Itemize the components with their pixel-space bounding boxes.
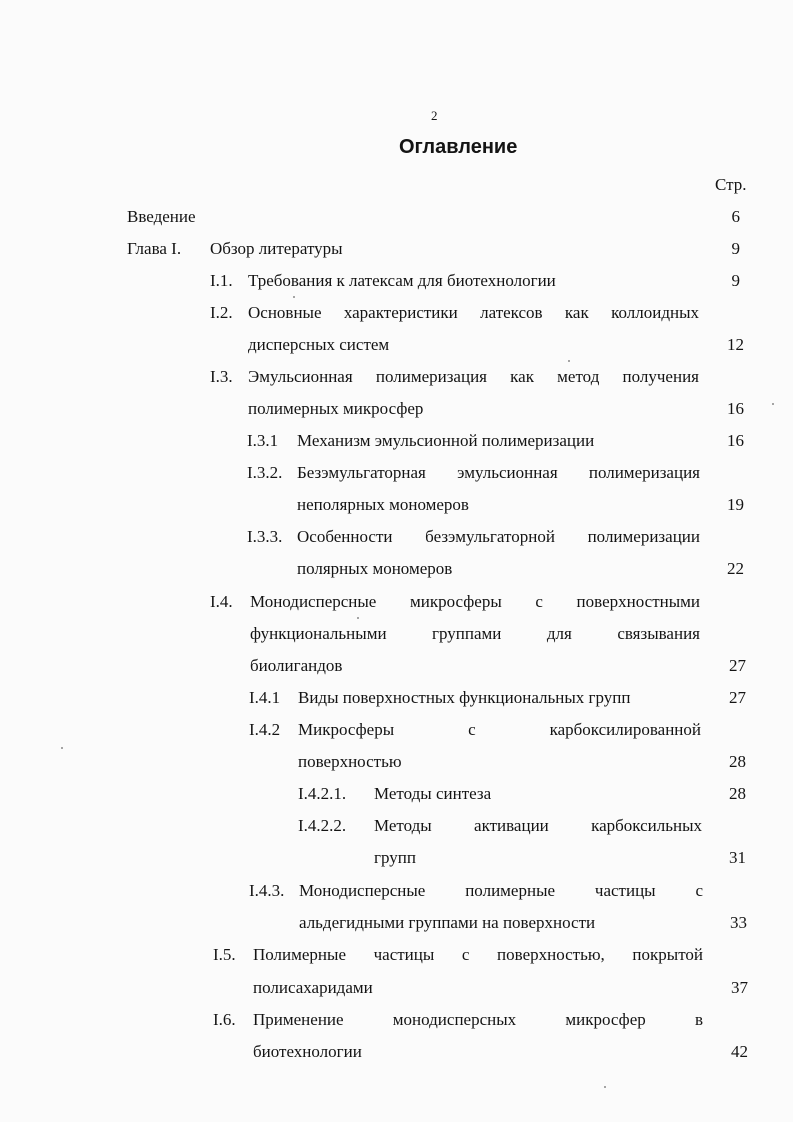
toc-page-number: 6 [731, 207, 740, 226]
toc-entry-number: I.4.2 [249, 720, 281, 739]
toc-entry-text-continued: биолигандов [250, 656, 343, 675]
toc-entry-number: I.3.1 [247, 431, 279, 450]
page-title: Оглавление [399, 136, 518, 158]
toc-entry-text: Требования к латексам для биотехнологии [248, 271, 556, 290]
toc-entry-number: Глава I. [127, 239, 182, 258]
toc-page-number: 16 [727, 399, 744, 418]
toc-entry-text: Микросферы с карбоксилированной [298, 720, 701, 739]
toc-entry-text: Основные характеристики латексов как коллоидных [248, 303, 699, 322]
toc-entry-number: I.5. [213, 945, 236, 964]
toc-entry-text: Особенности безэмульгаторной полимеризации [297, 527, 700, 546]
toc-entry-text-continued: функциональными группами для связывания [250, 624, 700, 643]
toc-entry-text: Методы активации карбоксильных [374, 816, 702, 835]
toc-entry-text: Монодисперсные полимерные частицы с [299, 881, 703, 900]
toc-page-number: 28 [729, 784, 746, 803]
scan-speck [772, 403, 774, 405]
toc-entry-text-continued: биотехнологии [253, 1042, 362, 1061]
toc-entry-text: Безэмульгаторная эмульсионная полимеризация [297, 463, 700, 482]
scan-speck [357, 617, 359, 619]
scan-speck [604, 1086, 606, 1088]
toc-page-number: 31 [729, 848, 746, 867]
toc-entry-text: Применение монодисперсных микросфер в [253, 1010, 703, 1029]
toc-entry-number: I.4.3. [249, 881, 285, 900]
toc-entry-text-continued: полисахаридами [253, 978, 373, 997]
toc-entry-number: I.2. [210, 303, 233, 322]
toc-entry-text: Механизм эмульсионной полимеризации [297, 431, 595, 450]
toc-entry-text-continued: неполярных мономеров [297, 495, 469, 514]
toc-entry-text: Монодисперсные микросферы с поверхностными [250, 592, 700, 611]
toc-page-number: 9 [731, 271, 740, 290]
toc-page-number: 37 [731, 978, 748, 997]
toc-page-number: 16 [727, 431, 744, 450]
toc-entry-text-continued: альдегидными группами на поверхности [299, 913, 596, 932]
toc-entry-text: Введение [127, 207, 196, 226]
toc-page-number: 27 [729, 688, 746, 707]
toc-page-number: 12 [727, 335, 744, 354]
toc-page-number: 9 [731, 239, 740, 258]
toc-page-number: 42 [731, 1042, 748, 1061]
toc-entry-text-continued: полярных мономеров [297, 559, 453, 578]
scan-speck [61, 747, 63, 749]
scan-speck [568, 360, 570, 362]
toc-entry-text-continued: дисперсных систем [248, 335, 390, 354]
page-column-header: Стр. [715, 175, 747, 194]
toc-entry-text: Виды поверхностных функциональных групп [298, 688, 631, 707]
toc-entry-number: I.4.2.2. [298, 816, 347, 835]
toc-entry-number: I.6. [213, 1010, 236, 1029]
toc-entry-number: I.4. [210, 592, 233, 611]
scan-speck [293, 296, 295, 298]
toc-entry-number: I.3. [210, 367, 233, 386]
toc-entry-text-continued: групп [374, 848, 416, 867]
toc-page-number: 19 [727, 495, 744, 514]
toc-page-number: 22 [727, 559, 744, 578]
toc-page-number: 27 [729, 656, 746, 675]
toc-entry-number: I.3.3. [247, 527, 283, 546]
toc-page-number: 28 [729, 752, 746, 771]
toc-entry-text: Методы синтеза [374, 784, 492, 803]
toc-entry-text: Эмульсионная полимеризация как метод получения [248, 367, 699, 386]
toc-page-number: 33 [730, 913, 747, 932]
page-number: 2 [431, 108, 438, 123]
toc-entry-number: I.4.1 [249, 688, 281, 707]
toc-entry-number: I.1. [210, 271, 233, 290]
toc-entry-number: I.3.2. [247, 463, 283, 482]
toc-entry-text: Полимерные частицы с поверхностью, покрытой [253, 945, 703, 964]
toc-entry-text-continued: полимерных микросфер [248, 399, 424, 418]
toc-entry-number: I.4.2.1. [298, 784, 347, 803]
toc-entry-text-continued: поверхностью [298, 752, 402, 771]
toc-entry-text: Обзор литературы [210, 239, 343, 258]
